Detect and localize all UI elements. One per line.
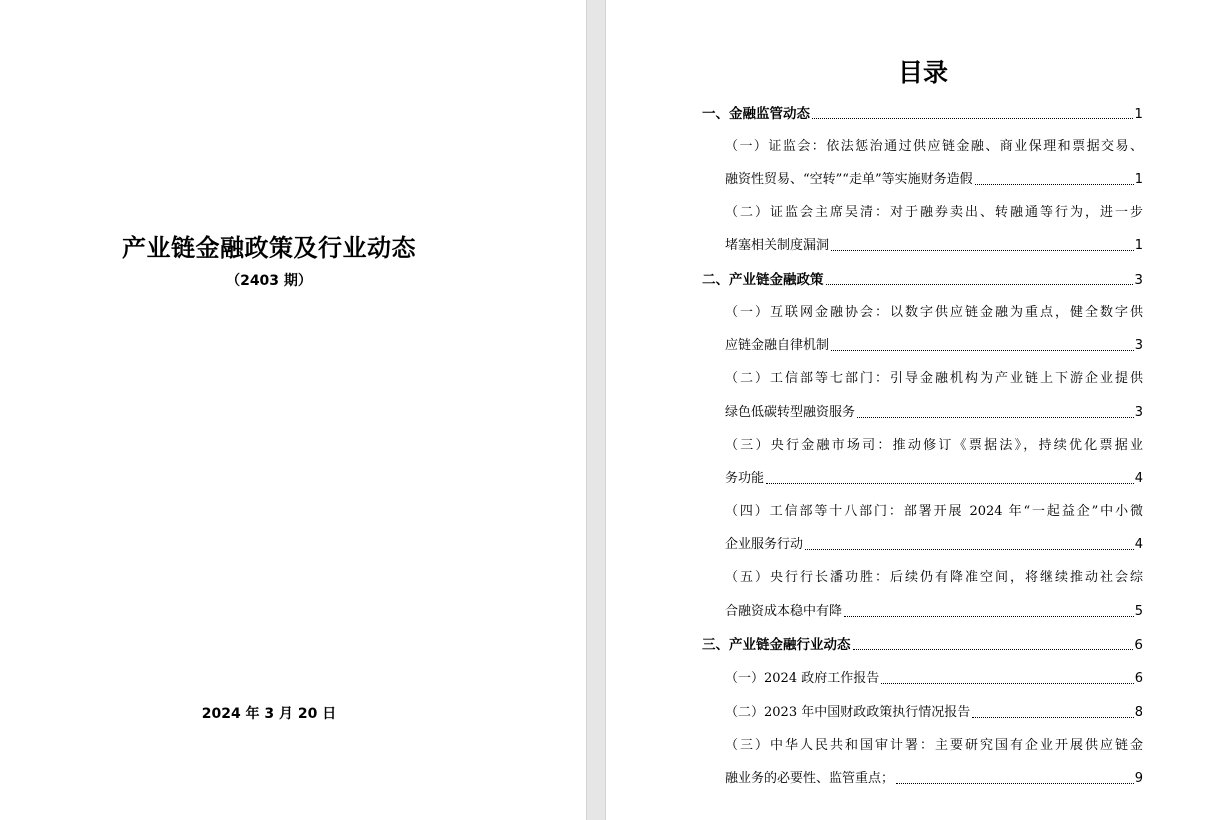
toc-leader-dots — [831, 250, 1134, 251]
toc-page-number: 1 — [1134, 106, 1143, 122]
toc-leader-dots — [831, 350, 1134, 351]
toc-leader-dots — [896, 783, 1134, 784]
toc-subsection-entry-wrap[interactable]: （一）互联网金融协会：以数字供应链金融为重点，健全数字供 — [725, 305, 1143, 320]
toc-page-number: 4 — [1134, 471, 1143, 486]
toc-leader-dots — [857, 417, 1134, 418]
toc-leader-dots — [826, 284, 1134, 285]
toc-leader-dots — [853, 649, 1134, 650]
toc-subsection-entry-wrap[interactable]: （一）证监会：依法惩治通过供应链金融、商业保理和票据交易、 — [725, 139, 1143, 154]
toc-subsection-entry-wrap[interactable]: （四）工信部等十八部门：部署开展 2024 年“一起益企”中小微 — [725, 504, 1143, 519]
toc-subsection-entry[interactable] — [725, 468, 1143, 490]
toc-page-number: 6 — [1134, 671, 1143, 686]
toc-subsection-entry[interactable] — [725, 534, 1143, 556]
toc-leader-dots — [881, 683, 1134, 684]
page-gutter — [586, 0, 606, 820]
toc-page-number: 1 — [1134, 172, 1143, 187]
toc-page-number: 3 — [1134, 405, 1143, 420]
toc-subsection-entry[interactable] — [725, 169, 1143, 191]
toc-title: 目录 — [897, 58, 948, 87]
toc-page-number: 8 — [1134, 705, 1143, 720]
toc-page-number: 1 — [1134, 238, 1143, 253]
toc-leader-dots — [805, 549, 1134, 550]
toc-subsection-entry[interactable] — [725, 768, 1143, 790]
toc-page-number: 3 — [1134, 272, 1143, 288]
toc-section-entry[interactable] — [702, 634, 1143, 656]
toc-entry-label: 合融资成本稳中有降 — [725, 604, 843, 619]
toc-section-entry[interactable] — [702, 269, 1143, 291]
toc-page-number: 6 — [1134, 637, 1143, 653]
toc-subsection-entry[interactable] — [725, 402, 1143, 424]
toc-page-number: 5 — [1134, 604, 1143, 619]
toc-leader-dots — [812, 118, 1133, 119]
toc-subsection-entry[interactable] — [725, 235, 1143, 257]
toc-entry-label: 企业服务行动 — [725, 537, 804, 552]
toc-leader-dots — [972, 717, 1134, 718]
toc-leader-dots — [844, 616, 1134, 617]
cover-date: 2024 年 3 月 20 日 — [201, 706, 337, 722]
toc-page-number: 9 — [1134, 771, 1143, 786]
toc-entry-label: （二）2023 年中国财政政策执行情况报告 — [725, 705, 971, 720]
toc-entry-label: 二、产业链金融政策 — [702, 272, 824, 288]
toc-entry-label: 应链金融自律机制 — [725, 338, 830, 353]
toc-subsection-entry-wrap[interactable]: （三）央行金融市场司：推动修订《票据法》，持续优化票据业 — [725, 438, 1143, 453]
toc-entry-label: 一、金融监管动态 — [702, 106, 810, 122]
cover-issue-number: （2403 期） — [226, 273, 312, 289]
toc-entry-label: （一）2024 政府工作报告 — [725, 671, 880, 686]
toc-subsection-entry-wrap[interactable]: （五）央行行长潘功胜：后续仍有降准空间，将继续推动社会综 — [725, 570, 1143, 585]
toc-subsection-entry-wrap[interactable]: （二）工信部等七部门：引导金融机构为产业链上下游企业提供 — [725, 371, 1143, 386]
toc-leader-dots — [766, 483, 1134, 484]
toc-entry-label: 务功能 — [725, 471, 765, 486]
toc-subsection-entry[interactable] — [725, 668, 1143, 690]
cover-page — [0, 0, 586, 820]
toc-entry-label: 三、产业链金融行业动态 — [702, 637, 851, 653]
toc-subsection-entry-wrap[interactable]: （三）中华人民共和国审计署：主要研究国有企业开展供应链金 — [725, 738, 1143, 753]
toc-entry-label: 融业务的必要性、监管重点； — [725, 771, 895, 786]
toc-subsection-entry[interactable] — [725, 702, 1143, 724]
toc-entry-label: 融资性贸易、“空转”“走单”等实施财务造假 — [725, 172, 973, 187]
toc-section-entry[interactable] — [702, 103, 1143, 125]
cover-title: 产业链金融政策及行业动态 — [122, 233, 416, 262]
toc-entry-label: 堵塞相关制度漏洞 — [725, 238, 830, 253]
toc-subsection-entry-wrap[interactable]: （二）证监会主席吴清：对于融券卖出、转融通等行为，进一步 — [725, 205, 1143, 220]
toc-subsection-entry[interactable] — [725, 335, 1143, 357]
toc-leader-dots — [975, 184, 1134, 185]
toc-entry-label: 绿色低碳转型融资服务 — [725, 405, 856, 420]
toc-page-number: 4 — [1134, 537, 1143, 552]
toc-page-number: 3 — [1134, 338, 1143, 353]
toc-subsection-entry[interactable] — [725, 601, 1143, 623]
